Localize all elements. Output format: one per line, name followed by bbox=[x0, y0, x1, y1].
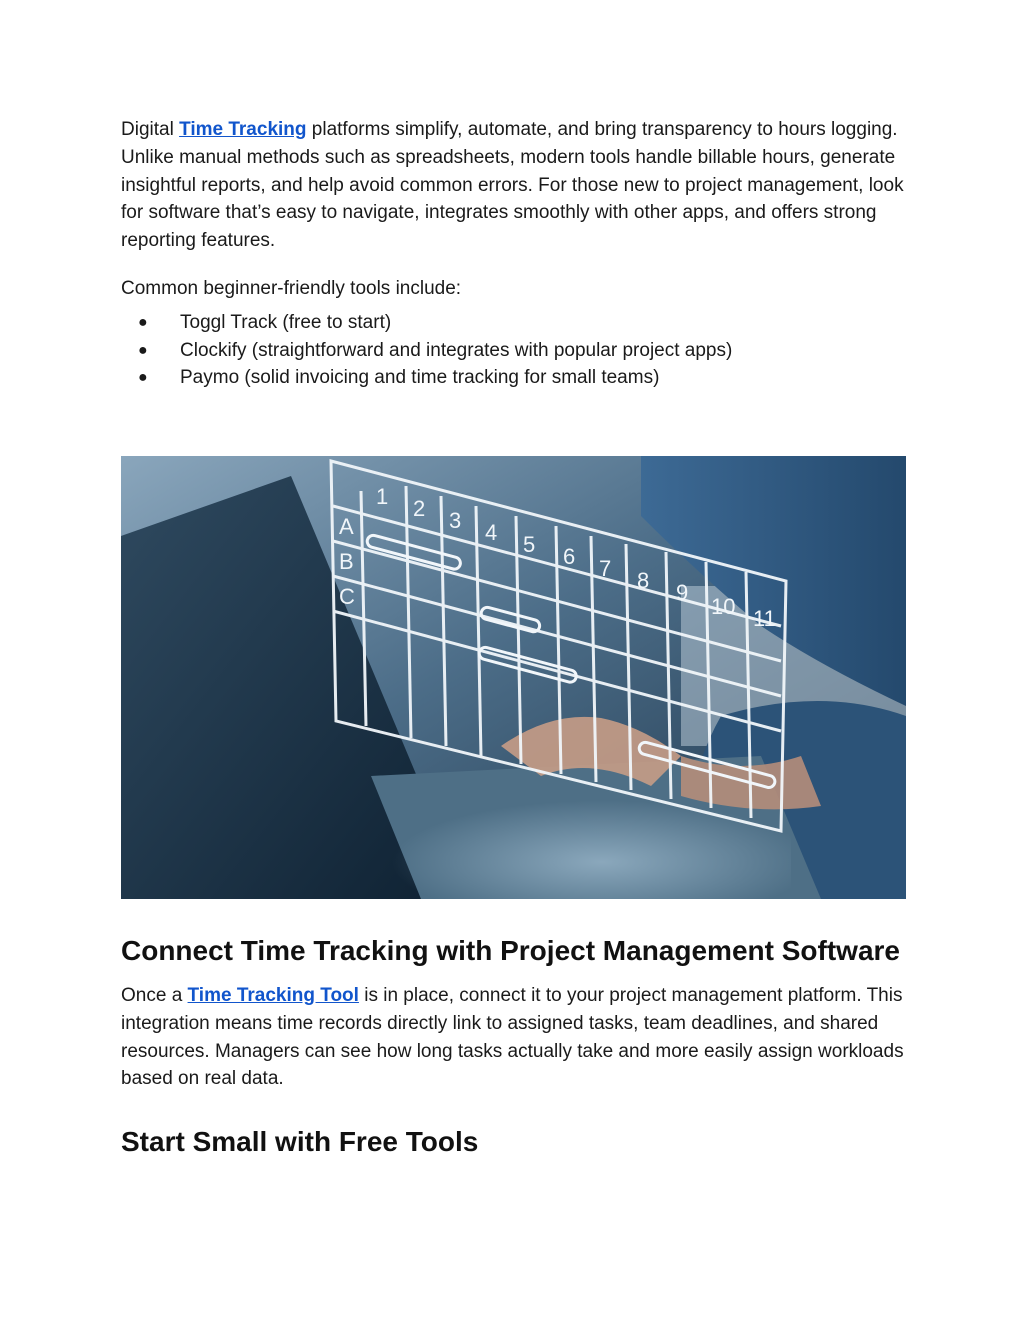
gantt-column-label: 6 bbox=[563, 544, 576, 569]
gantt-row-label: A bbox=[339, 514, 354, 539]
section-heading-connect: Connect Time Tracking with Project Management Software bbox=[121, 935, 900, 966]
content-column bbox=[121, 116, 907, 392]
bullet-icon: ● bbox=[138, 369, 148, 387]
gantt-row-label: B bbox=[339, 549, 354, 574]
gantt-row-label: C bbox=[339, 584, 355, 609]
list-item bbox=[121, 337, 907, 365]
section-paragraph-connect bbox=[121, 982, 907, 1093]
gantt-column-label: 10 bbox=[711, 594, 736, 619]
gantt-column-label: 9 bbox=[676, 580, 689, 605]
intro-suffix: platforms simplify, automate, and bring transparency to hours logging. Unlike manual methods such as spreadsheets, modern tools handle billable hours, generate insightful reports, and help avoid common errors. For those new to project management, look for software that’s easy to navigate, integrates smoothly with other apps, and offers strong reporting features. bbox=[121, 119, 904, 252]
section1-prefix: Once a bbox=[121, 985, 188, 1006]
laptop-gantt-illustration bbox=[121, 456, 906, 899]
gantt-column-label: 2 bbox=[413, 496, 426, 521]
bullet-icon: ● bbox=[138, 341, 148, 359]
section-heading-start-small: Start Small with Free Tools bbox=[121, 1126, 479, 1157]
time-tracking-tool-link[interactable]: Time Tracking Tool bbox=[187, 985, 359, 1006]
section1-suffix: is in place, connect it to your project management platform. This integration means time records directly link to assigned tasks, team deadlines, and shared resources. Managers can see how long tasks actually take and more easily assign workloads based on real data. bbox=[121, 985, 904, 1090]
list-item-text: Clockify (straightforward and integrates with popular project apps) bbox=[180, 339, 733, 361]
tools-intro: Common beginner-friendly tools include: bbox=[121, 277, 462, 299]
list-item bbox=[121, 309, 907, 337]
intro-prefix: Digital bbox=[121, 119, 180, 140]
bullet-icon: ● bbox=[138, 313, 148, 331]
gantt-column-label: 1 bbox=[376, 484, 389, 509]
gantt-column-label: 4 bbox=[485, 520, 498, 545]
intro-paragraph bbox=[121, 116, 907, 255]
gantt-column-label: 7 bbox=[599, 556, 612, 581]
time-tracking-link[interactable]: Time Tracking bbox=[179, 119, 307, 140]
gantt-column-label: 11 bbox=[753, 606, 776, 631]
gantt-column-label: 5 bbox=[523, 532, 536, 557]
list-item-text: Toggl Track (free to start) bbox=[180, 311, 392, 333]
gantt-column-label: 8 bbox=[637, 568, 650, 593]
tools-list bbox=[121, 309, 907, 392]
list-item-text: Paymo (solid invoicing and time tracking for small teams) bbox=[180, 367, 660, 389]
list-item bbox=[121, 364, 907, 392]
gantt-column-label: 3 bbox=[449, 508, 462, 533]
hero-image bbox=[121, 456, 906, 899]
